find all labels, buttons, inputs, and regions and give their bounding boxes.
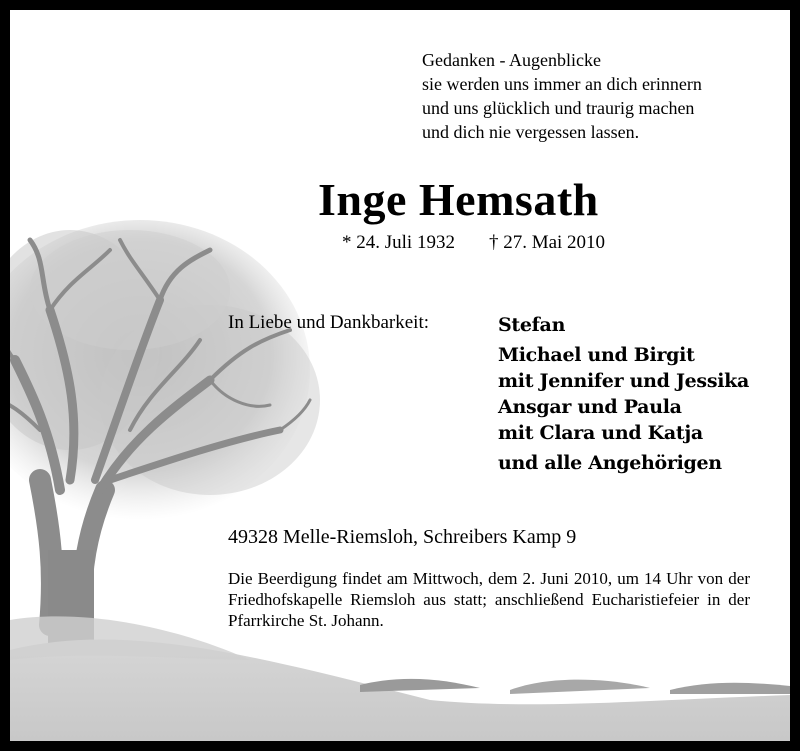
deceased-name: Inge Hemsath	[318, 174, 599, 225]
verse	[422, 48, 702, 144]
verse-line: Gedanken - Augenblicke	[422, 50, 601, 70]
mourner-line: und alle Angehörigen	[498, 452, 722, 474]
mourner-line: mit Jennifer und Jessika	[498, 370, 750, 392]
mourner-line: mit Clara und Katja	[498, 422, 703, 444]
life-dates	[342, 232, 639, 254]
address: 49328 Melle-Riemsloh, Schreibers Kamp 9	[228, 526, 577, 548]
mourner-line: Michael und Birgit	[498, 344, 695, 366]
verse-line: sie werden uns immer an dich erinnern	[422, 74, 702, 94]
dedication-label: In Liebe und Dankbarkeit:	[228, 312, 430, 333]
mourners-list	[498, 312, 749, 476]
birth-date: * 24. Juli 1932	[342, 232, 455, 253]
mourner-line: Ansgar und Paula	[498, 396, 682, 418]
death-date: † 27. Mai 2010	[488, 232, 606, 253]
mourner-line: Stefan	[498, 314, 566, 336]
verse-line: und dich nie vergessen lassen.	[422, 122, 640, 142]
verse-line: und uns glücklich und traurig machen	[422, 98, 695, 118]
funeral-details: Die Beerdigung findet am Mittwoch, dem 2. Juni 2010, um 14 Uhr von der Friedhofskapelle Riemsloh aus statt; anschließend Eucharistiefeier in der Pfarrkirche St. Johann.	[228, 569, 750, 630]
